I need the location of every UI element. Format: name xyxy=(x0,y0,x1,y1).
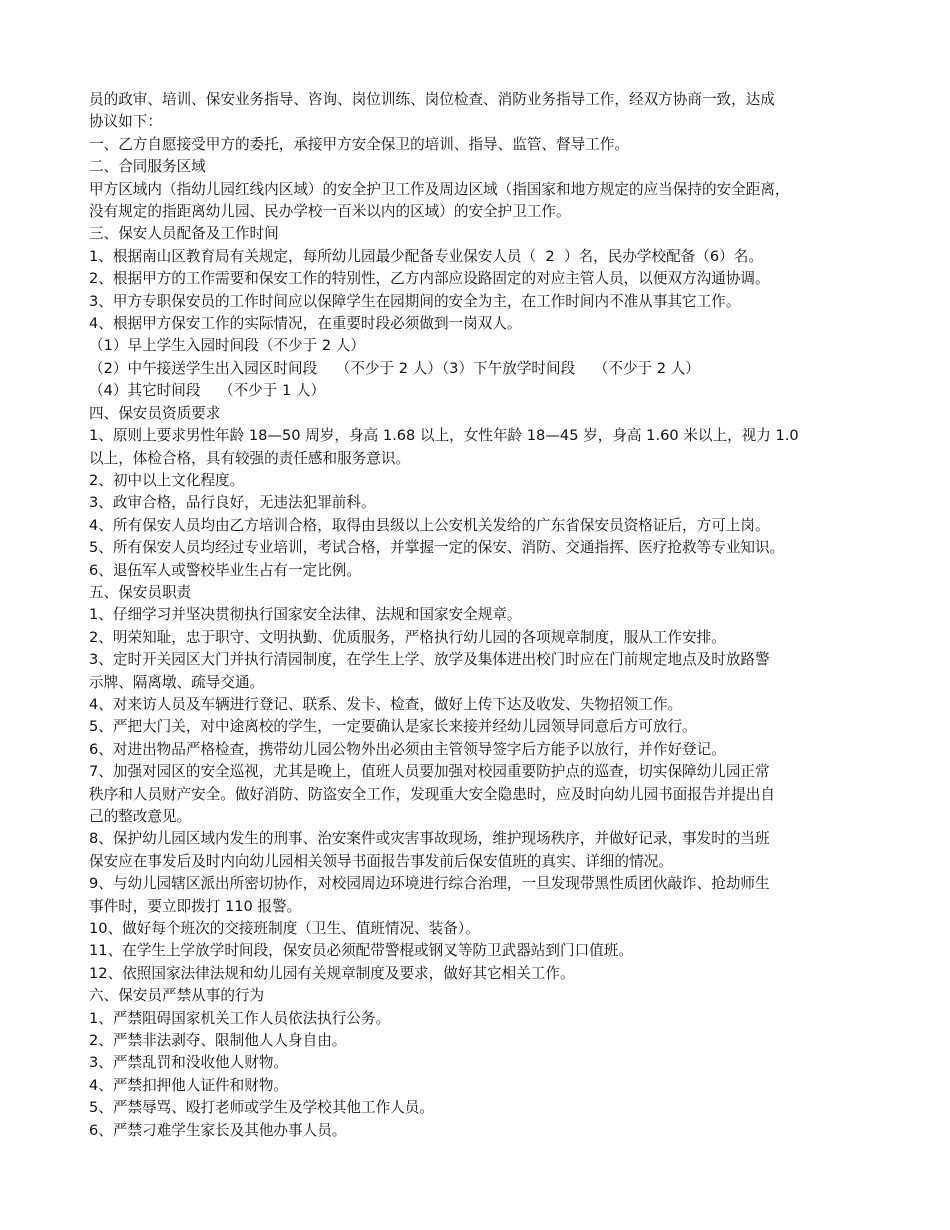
list-item: 1、仔细学习并坚决贯彻执行国家安全法律、法规和国家安全规章。 xyxy=(89,606,522,624)
list-item: 6、严禁刁难学生家长及其他办事人员。 xyxy=(89,1121,347,1139)
text-line: 秩序和人员财产安全。做好消防、防盗安全工作，发现重大安全隐患时，应及时向幼儿园书面报告并提出自 xyxy=(89,785,775,803)
list-item: 1、根据南山区教育局有关规定，每所幼儿园最少配备专业保安人员（ 2 ）名，民办学校配备（6）名。 xyxy=(89,247,763,265)
list-item: 4、根据甲方保安工作的实际情况，在重要时段必须做到一岗双人。 xyxy=(89,315,522,333)
text-line: 甲方区域内（指幼儿园红线内区域）的安全护卫工作及周边区域（指国家和地方规定的应当保持的安全距离， xyxy=(89,180,790,198)
text-line: 保安应在事发后及时内向幼儿园相关领导书面报告事发前后保安值班的真实、详细的情况。 xyxy=(89,852,673,870)
text-line: 员的政审、培训、保安业务指导、咨询、岗位训练、岗位检查、消防业务指导工作，经双方协商一致，达成 xyxy=(89,91,775,108)
list-item: 11、在学生上学放学时间段，保安员必须配带警棍或钢叉等防卫武器站到门口值班。 xyxy=(89,942,633,960)
text-line: 己的整改意见。 xyxy=(89,808,192,825)
text-line: 没有规定的指距离幼儿园、民办学校一百米以内的区域）的安全护卫工作。 xyxy=(89,203,571,221)
section-heading: 五、保安员职责 xyxy=(89,583,192,601)
section-heading: 四、保安员资质要求 xyxy=(89,404,221,422)
list-item: 10、做好每个班次的交接班制度（卫生、值班情况、装备）。 xyxy=(89,920,480,938)
list-item: 9、与幼儿园辖区派出所密切协作，对校园周边环境进行综合治理，一旦发现带黑性质团伙敲诈、抢劫师生 xyxy=(89,875,770,893)
sub-item: （4）其它时间段 （不少于 1 人） xyxy=(89,382,326,400)
list-item: 4、所有保安人员均由乙方培训合格，取得由县级以上公安机关发给的广东省保安员资格证后，方可上岗。 xyxy=(89,516,770,534)
section-heading: 二、合同服务区域 xyxy=(89,158,206,176)
list-item: 3、严禁乱罚和没收他人财物。 xyxy=(89,1054,289,1072)
list-item: 3、政审合格，品行良好，无违法犯罪前科。 xyxy=(89,494,376,512)
list-item: 8、保护幼儿园区域内发生的刑事、治安案件或灾害事故现场，维护现场秩序，并做好记录，事发时的当班 xyxy=(89,830,770,848)
list-item: 2、明荣知耻，忠于职守、文明执勤、优质服务，严格执行幼儿园的各项规章制度，服从工作安排。 xyxy=(89,628,726,646)
text-line: 事件时，要立即拨打 110 报警。 xyxy=(89,897,302,915)
sub-item: （1）早上学生入园时间段（不少于 2 人） xyxy=(89,337,365,355)
list-item: 1、严禁阻碍国家机关工作人员依法执行公务。 xyxy=(89,1009,391,1027)
clause-line: 一、乙方自愿接受甲方的委托，承接甲方安全保卫的培训、指导、监管、督导工作。 xyxy=(89,135,629,153)
list-item: 5、严禁辱骂、殴打老师或学生及学校其他工作人员。 xyxy=(89,1099,434,1117)
section-heading: 六、保安员严禁从事的行为 xyxy=(89,987,265,1005)
document-body xyxy=(89,89,869,1142)
list-item: 6、退伍军人或警校毕业生占有一定比例。 xyxy=(89,561,361,579)
list-item: 3、定时开关园区大门并执行清园制度，在学生上学、放学及集体进出校门时应在门前规定地点及时放路警 xyxy=(89,651,770,669)
text-line: 示牌、隔离墩、疏导交通。 xyxy=(89,673,265,691)
text-line: 以上，体检合格，具有较强的责任感和服务意识。 xyxy=(89,449,411,467)
list-item: 12、依照国家法律法规和幼儿园有关规章制度及要求，做好其它相关工作。 xyxy=(89,964,575,982)
list-item: 1、原则上要求男性年龄 18—50 周岁，身高 1.68 以上，女性年龄 18—45 岁，身高 1.60 米以上，视力 1.0 xyxy=(89,427,799,445)
sub-item: （2）中午接送学生出入园区时间段 （不少于 2 人）（3）下午放学时间段 （不少于 2 人） xyxy=(89,359,700,377)
text-line: 协议如下： xyxy=(89,113,162,131)
list-item: 2、严禁非法剥夺、限制他人人身自由。 xyxy=(89,1032,347,1050)
list-item: 5、严把大门关，对中途离校的学生，一定要确认是家长来接并经幼儿园领导同意后方可放行。 xyxy=(89,718,697,736)
list-item: 6、对进出物品严格检查，携带幼儿园公物外出必须由主管领导签字后方能予以放行，并作好登记。 xyxy=(89,740,726,758)
list-item: 2、根据甲方的工作需要和保安工作的特别性，乙方内部应设路固定的对应主管人员，以便双方沟通协调。 xyxy=(89,270,770,288)
list-item: 4、严禁扣押他人证件和财物。 xyxy=(89,1076,289,1094)
list-item: 7、加强对园区的安全巡视，尤其是晚上，值班人员要加强对校园重要防护点的巡查，切实保障幼儿园正常 xyxy=(89,763,770,781)
list-item: 4、对来访人员及车辆进行登记、联系、发卡、检查，做好上传下达及收发、失物招领工作。 xyxy=(89,695,683,713)
section-heading: 三、保安人员配备及工作时间 xyxy=(89,225,279,243)
list-item: 5、所有保安人员均经过专业培训，考试合格，并掌握一定的保安、消防、交通指挥、医疗抢救等专业知识。 xyxy=(89,539,785,557)
list-item: 2、初中以上文化程度。 xyxy=(89,471,245,489)
list-item: 3、甲方专职保安员的工作时间应以保障学生在园期间的安全为主，在工作时间内不准从事其它工作。 xyxy=(89,292,741,310)
